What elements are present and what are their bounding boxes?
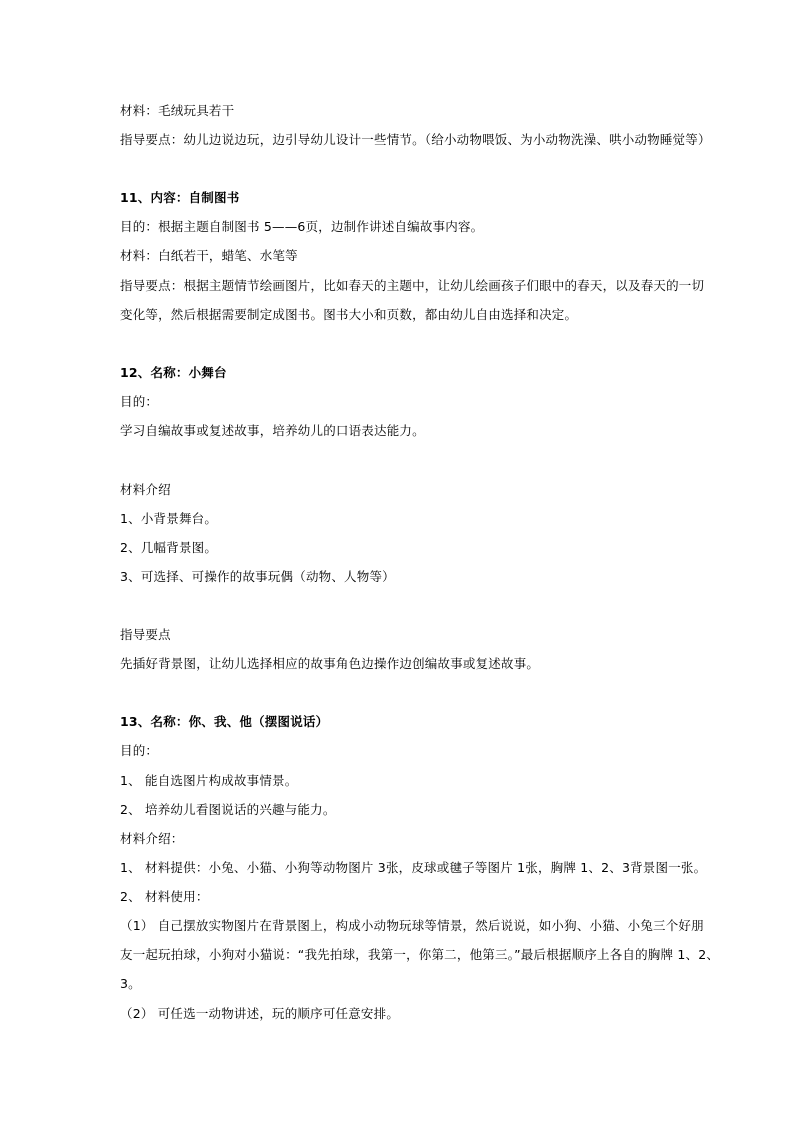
guidance-line: 指导要点：根据主题情节绘画图片，比如春天的主题中，让幼儿绘画孩子们眼中的春天，以及春天的一切: [120, 278, 705, 293]
usage-step-continued: 3。: [120, 976, 141, 991]
guidance-label: 指导要点: [120, 627, 171, 642]
purpose-text: 学习自编故事或复述故事，培养幼儿的口语表达能力。: [120, 423, 425, 438]
guidance-text: 先插好背景图，让幼儿选择相应的故事角色边操作边创编故事或复述故事。: [120, 656, 540, 671]
purpose-item: 2、 培养幼儿看图说话的兴趣与能力。: [120, 802, 336, 817]
materials-label: 材料介绍: [120, 482, 171, 497]
purpose-line: 目的：根据主题自制图书 5——6页，边制作讲述自编故事内容。: [120, 219, 484, 234]
materials-item: 1、小背景舞台。: [120, 511, 218, 526]
materials-item: 2、几幅背景图。: [120, 540, 218, 555]
materials-item: 2、 材料使用：: [120, 889, 209, 904]
purpose-item: 1、 能自选图片构成故事情景。: [120, 773, 298, 788]
purpose-label: 目的：: [120, 743, 159, 758]
materials-item: 1、 材料提供：小兔、小猫、小狗等动物图片 3张，皮球或毽子等图片 1张，胸牌 1、2、3背景图一张。: [120, 860, 707, 875]
usage-step-continued: 友一起玩拍球，小狗对小猫说：“我先拍球，我第一，你第二，他第三。”最后根据顺序上各自的胸牌 1、2、: [120, 947, 720, 962]
section-heading-13: 13、名称：你、我、他（摆图说话）: [120, 714, 329, 729]
usage-step: （1） 自己摆放实物图片在背景图上，构成小动物玩球等情景，然后说说，如小狗、小猫、小兔三个好朋: [120, 918, 704, 933]
section-heading-12: 12、名称：小舞台: [120, 365, 227, 380]
usage-step: （2） 可任选一动物讲述，玩的顺序可任意安排。: [120, 1006, 400, 1021]
purpose-label: 目的：: [120, 394, 159, 409]
guidance-line: 指导要点：幼儿边说边玩，边引导幼儿设计一些情节。（给小动物喂饭、为小动物洗澡、哄小动物睡觉等）: [120, 132, 711, 147]
materials-item: 3、可选择、可操作的故事玩偶（动物、人物等）: [120, 569, 395, 584]
materials-label: 材料介绍：: [120, 831, 184, 846]
materials-line: 材料：毛绒玩具若干: [120, 103, 235, 118]
section-heading-11: 11、内容：自制图书: [120, 190, 240, 205]
materials-line: 材料：白纸若干，蜡笔、水笔等: [120, 248, 298, 263]
guidance-line-continued: 变化等，然后根据需要制定成图书。图书大小和页数，都由幼儿自由选择和决定。: [120, 307, 578, 322]
